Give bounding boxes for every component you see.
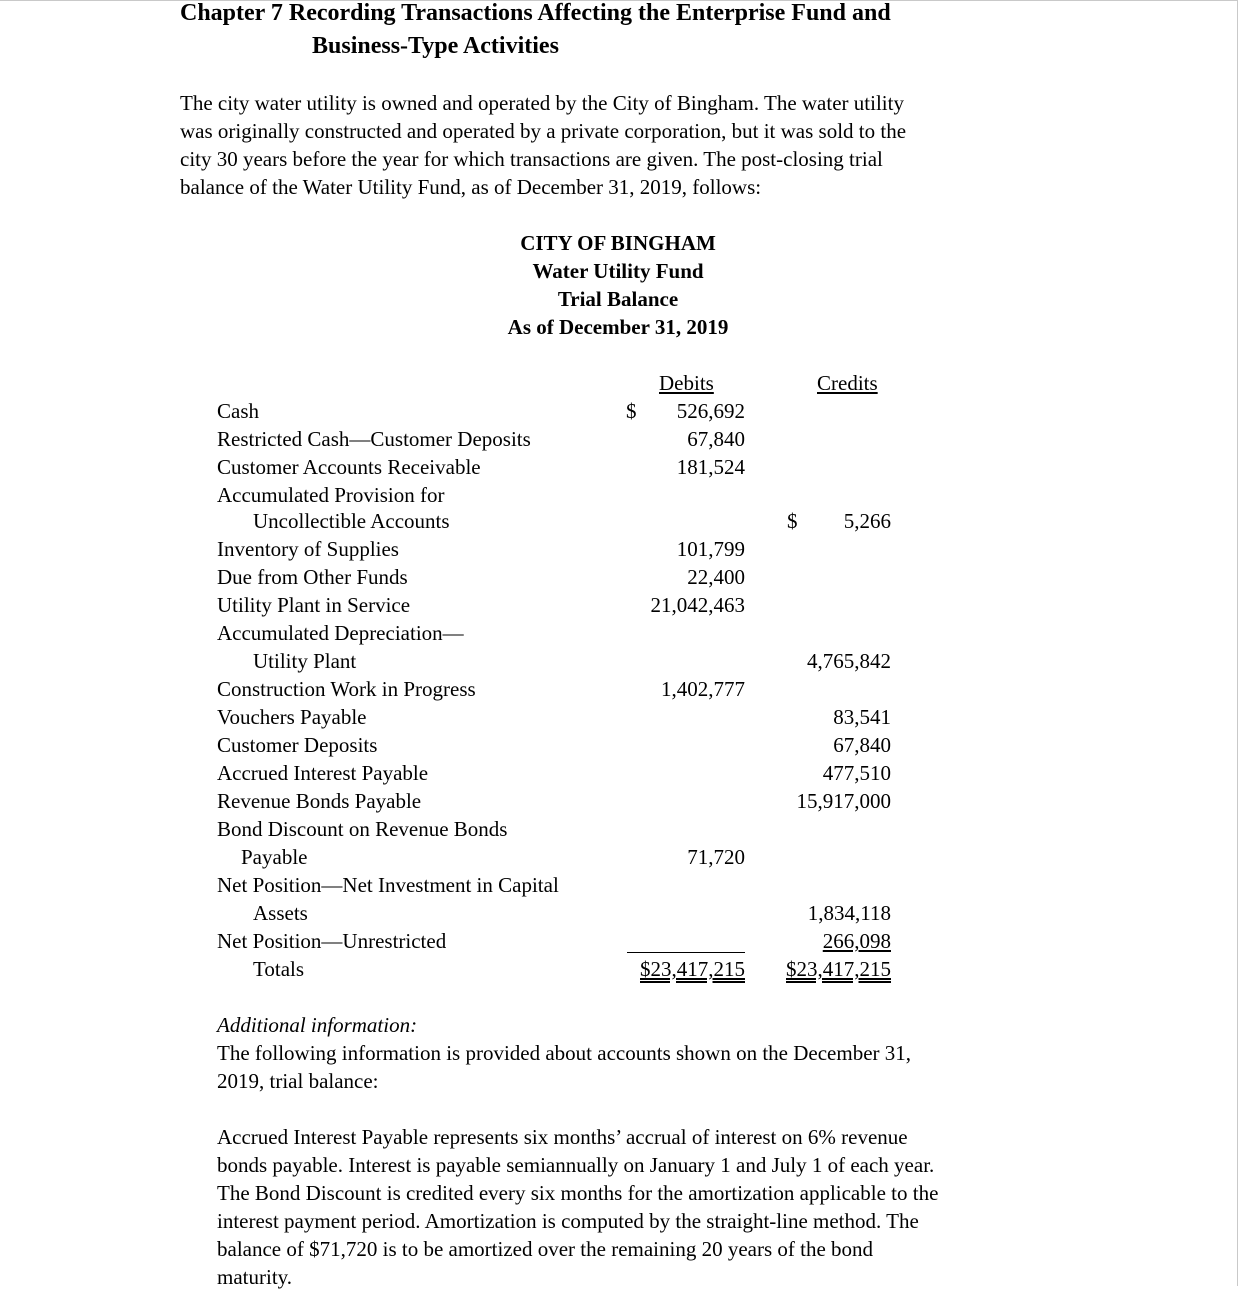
additional-info-line: 2019, trial balance: [217,1069,379,1093]
total-debits: $23,417,215 [640,957,745,981]
account-label: Net Position—Net Investment in Capital [217,873,559,897]
credit-amount: 266,098 [822,929,891,953]
account-label: Restricted Cash—Customer Deposits [217,427,531,451]
account-label: Cash [217,399,259,423]
credits-column-header: Credits [817,371,878,395]
additional-info-line: The Bond Discount is credited every six months for the amortization applicable to the [217,1181,939,1205]
credit-amount: 477,510 [822,761,891,785]
additional-info-line: Accrued Interest Payable represents six months’ accrual of interest on 6% revenue [217,1125,908,1149]
account-label-continued: Uncollectible Accounts [253,509,450,533]
debit-amount: 526,692 [676,399,745,423]
table-heading-fund: Water Utility Fund [532,259,704,283]
chapter-subtitle: Business-Type Activities [312,33,559,59]
additional-info-title: Additional information: [217,1013,418,1037]
intro-line: was originally constructed and operated by a private corporation, but it was sold to the [180,119,907,143]
account-label-continued: Assets [253,901,308,925]
additional-info-line: The following information is provided about accounts shown on the December 31, [217,1041,912,1065]
debit-amount: 22,400 [687,565,745,589]
account-label-continued: Payable [241,845,308,869]
intro-line: city 30 years before the year for which transactions are given. The post-closing trial [180,147,883,171]
account-label: Construction Work in Progress [217,677,476,701]
debit-amount: 101,799 [676,537,745,561]
total-credits: $23,417,215 [786,957,891,981]
debit-amount: 71,720 [687,845,745,869]
credit-amount: 1,834,118 [807,901,891,925]
credit-amount: 5,266 [843,509,891,533]
debit-amount: 181,524 [676,455,745,479]
additional-info-line: bonds payable. Interest is payable semiannually on January 1 and July 1 of each year. [217,1153,935,1177]
credit-amount: 83,541 [833,705,891,729]
credit-amount: 67,840 [833,733,891,757]
account-label: Accrued Interest Payable [217,761,429,785]
dollar-sign: $ [787,509,798,533]
table-heading-statement: Trial Balance [557,287,679,311]
intro-line: The city water utility is owned and operated by the City of Bingham. The water utility [180,91,904,115]
additional-info-line: maturity. [217,1265,293,1289]
additional-info-line: interest payment period. Amortization is computed by the straight-line method. The [217,1209,919,1233]
intro-paragraph [180,89,906,201]
account-label: Revenue Bonds Payable [217,789,422,813]
debits-column-header: Debits [659,371,714,395]
intro-line: balance of the Water Utility Fund, as of December 31, 2019, follows: [180,175,762,199]
debit-amount: 67,840 [687,427,745,451]
account-label: Due from Other Funds [217,565,408,589]
table-heading-date: As of December 31, 2019 [507,315,729,339]
account-label: Utility Plant in Service [217,593,411,617]
chapter-title: Chapter 7 Recording Transactions Affecting the Enterprise Fund and [180,0,891,26]
table-heading-entity: CITY OF BINGHAM [520,231,716,255]
account-label: Accumulated Depreciation— [217,621,464,645]
account-label: Accumulated Provision for [217,483,445,507]
credit-amount: 4,765,842 [807,649,891,673]
credit-amount: 15,917,000 [796,789,891,813]
subtotal-rule [627,952,745,953]
debit-amount: 1,402,777 [661,677,745,701]
dollar-sign: $ [626,399,637,423]
account-label: Net Position—Unrestricted [217,929,447,953]
additional-info-line: balance of $71,720 is to be amortized over the remaining 20 years of the bond [217,1237,874,1261]
account-label: Customer Accounts Receivable [217,455,481,479]
account-label-continued: Utility Plant [253,649,357,673]
account-label: Customer Deposits [217,733,378,757]
account-label: Bond Discount on Revenue Bonds [217,817,508,841]
account-label: Inventory of Supplies [217,537,399,561]
debit-amount: 21,042,463 [650,593,745,617]
account-label: Vouchers Payable [217,705,367,729]
totals-label: Totals [253,957,305,981]
